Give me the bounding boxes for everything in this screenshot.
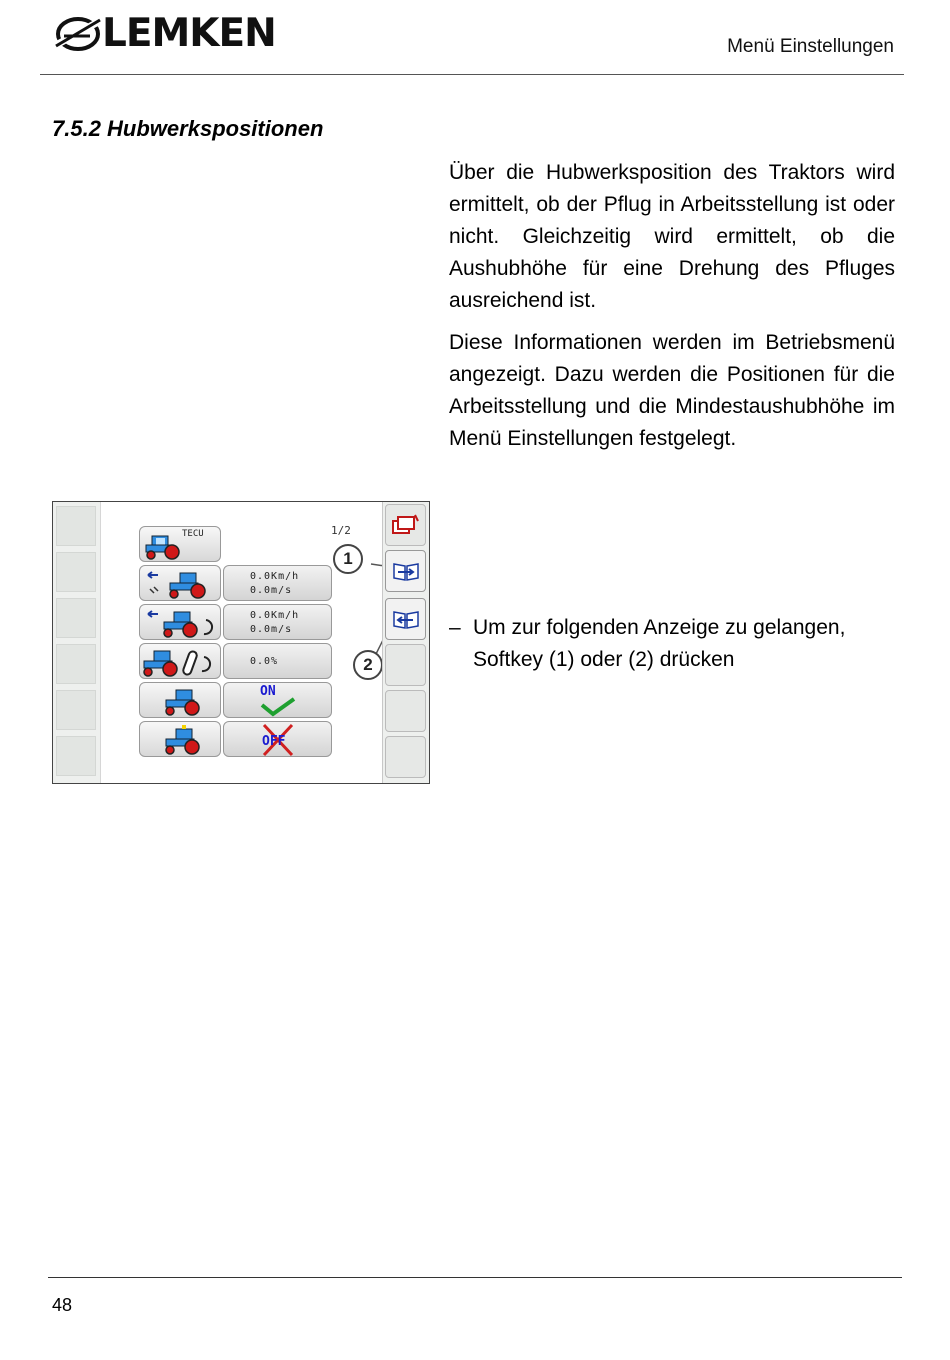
lemken-emblem-icon — [54, 10, 104, 58]
off-label: OFF — [262, 734, 286, 749]
paragraph-2: Diese Informationen werden im Betriebsmenü angezeigt. Dazu werden die Positionen für die Arbeitsstellung und die Mindestaushubhöhe im Menü Einstellungen festgelegt. — [449, 331, 895, 450]
softkey-screens[interactable] — [385, 504, 426, 546]
on-label: ON — [260, 684, 276, 699]
hitch-percent: 0.0% — [250, 656, 279, 667]
left-softkey-slot — [56, 598, 96, 638]
speed-source-button-1[interactable] — [139, 565, 221, 601]
left-softkey-slot — [56, 736, 96, 776]
screens-icon — [391, 513, 421, 537]
tractor-wheel-sensor-icon — [140, 606, 220, 640]
softkey-2-prev-page[interactable] — [385, 598, 426, 640]
terminal-screenshot — [52, 501, 430, 784]
tractor-icon — [142, 528, 186, 562]
speed-kmh-1: 0.0Km/h — [250, 571, 300, 582]
hitch-sensor-button[interactable] — [139, 643, 221, 679]
speed-value-2 — [223, 604, 332, 640]
off-button[interactable] — [223, 721, 332, 757]
bullet-text: Um zur folgenden Anzeige zu gelangen, Softkey (1) oder (2) drücken — [473, 616, 846, 671]
section-heading: 7.5.2 Hubwerkspositionen — [52, 116, 324, 141]
brand-name: LEMKEN — [102, 11, 276, 56]
left-softkey-slot — [56, 552, 96, 592]
left-softkey-slot — [56, 506, 96, 546]
prev-page-book-icon — [391, 608, 421, 632]
left-softkey-slot — [56, 690, 96, 730]
page-indicator: 1/2 — [331, 524, 351, 537]
checkmark-icon — [258, 697, 298, 717]
softkey-empty[interactable] — [385, 690, 426, 732]
on-button[interactable] — [223, 682, 332, 718]
tractor-icon — [140, 684, 220, 718]
working-position-button[interactable] — [139, 682, 221, 718]
tractor-hitch-icon — [140, 645, 220, 679]
tecu-label: TECU — [182, 529, 204, 539]
speed-source-button-2[interactable] — [139, 604, 221, 640]
header-rule — [40, 74, 904, 75]
left-softkey-slot — [56, 644, 96, 684]
tecu-button[interactable] — [139, 526, 221, 562]
callout-2: 2 — [353, 650, 383, 680]
speed-kmh-2: 0.0Km/h — [250, 610, 300, 621]
callout-1: 1 — [333, 544, 363, 574]
footer-rule — [48, 1277, 902, 1278]
paragraph-1: Über die Hubwerksposition des Traktors wird ermittelt, ob der Pflug in Arbeitsstellung ist oder nicht. Gleichzeitig wird ermittelt, ob die Aushubhöhe für eine Drehung des Pfluges ausreichend ist. — [449, 161, 895, 312]
tractor-radar-icon — [140, 567, 220, 601]
tractor-icon — [140, 723, 220, 757]
speed-ms-2: 0.0m/s — [250, 624, 293, 635]
next-page-book-icon — [391, 560, 421, 584]
lemken-logo — [54, 10, 314, 58]
speed-value-1 — [223, 565, 332, 601]
softkey-empty[interactable] — [385, 644, 426, 686]
hitch-value — [223, 643, 332, 679]
page-number: 48 — [52, 1295, 73, 1315]
left-softkey-bar — [53, 502, 101, 783]
softkey-1-next-page[interactable] — [385, 550, 426, 592]
speed-ms-1: 0.0m/s — [250, 585, 293, 596]
turning-height-button[interactable] — [139, 721, 221, 757]
header-title: Menü Einstellungen — [727, 36, 894, 57]
bullet-dash: – — [449, 616, 461, 639]
right-softkey-bar — [382, 502, 429, 783]
softkey-empty[interactable] — [385, 736, 426, 778]
